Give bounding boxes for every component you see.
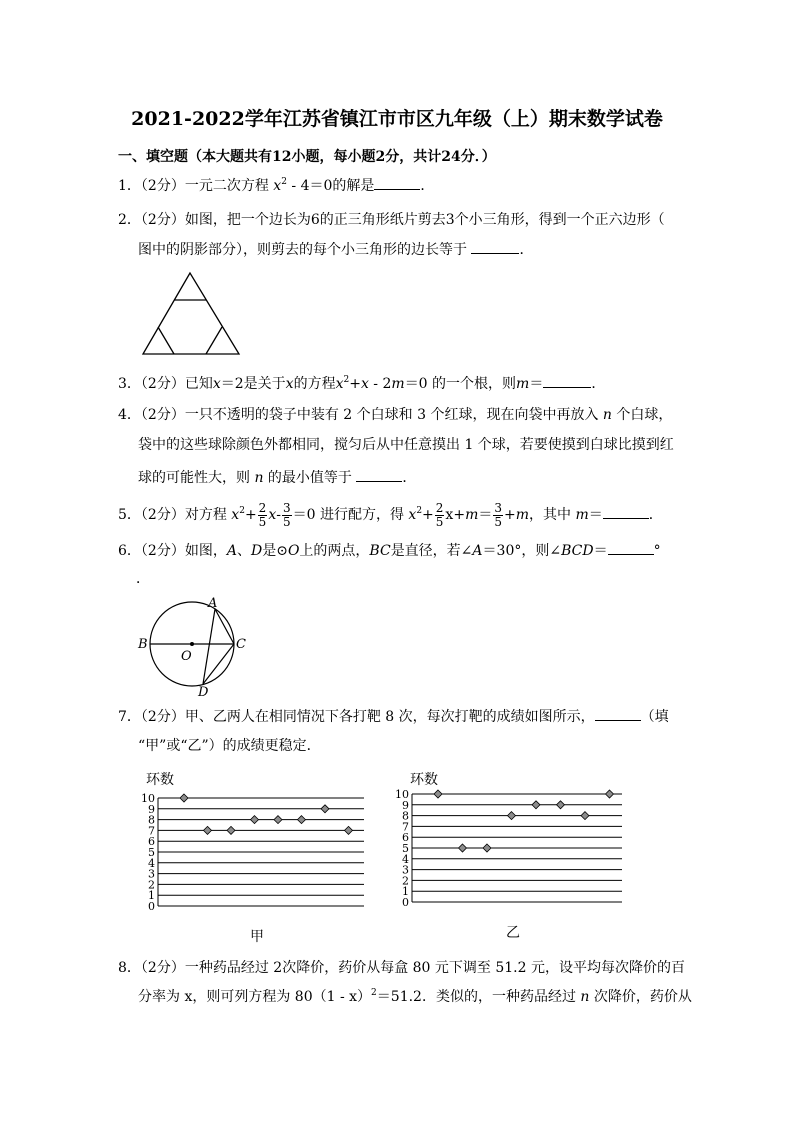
q5-text: x+: [445, 507, 466, 523]
data-point: [204, 826, 212, 834]
q7-number: 7．: [118, 709, 141, 725]
y-tick-label: 10: [141, 792, 155, 805]
chart-jia-caption: 甲: [250, 929, 264, 945]
question-8: [118, 959, 685, 977]
q6-points: （2分）: [140, 543, 185, 559]
y-tick-label: 0: [402, 896, 409, 909]
data-point: [274, 816, 282, 824]
q5-fraction: [493, 502, 503, 529]
q5-var-x: x: [268, 507, 277, 523]
q7-text: “甲”或“乙”）的成绩更稳定．: [138, 738, 321, 754]
q2-answer-blank[interactable]: [471, 240, 519, 254]
q8-var-n: n: [580, 989, 590, 1005]
chart-jia: [138, 790, 368, 920]
q5-frac-den: 5: [258, 514, 267, 529]
q4-end: ．: [402, 470, 417, 486]
q5-exp: 2: [416, 506, 423, 516]
y-tick-label: 3: [402, 863, 409, 877]
q5-points: （2分）: [140, 507, 185, 523]
q3-answer-blank[interactable]: [543, 374, 591, 388]
q5-var-x: x: [231, 507, 240, 523]
y-tick-label: 7: [148, 824, 155, 838]
q7-text: （填: [640, 709, 669, 725]
q3-text: - 2: [368, 376, 392, 392]
q6-number: 6．: [118, 543, 141, 559]
q1-number: 1．: [118, 178, 141, 194]
q7-text: 甲、乙两人在相同情况下各打靶 8 次，每次打靶的成绩如图所示，: [184, 709, 595, 725]
page-title: 2021-2022学年江苏省镇江市市区九年级（上）期末数学试卷: [131, 108, 663, 130]
q1-points: （2分）: [140, 178, 185, 194]
q6-var-bc: BC: [369, 543, 391, 559]
q4-number: 4．: [118, 407, 141, 423]
chart-yi-caption: 乙: [506, 925, 520, 941]
y-tick-label: 4: [402, 852, 409, 866]
q5-text: ＝: [478, 507, 493, 523]
label-o: O: [181, 649, 192, 664]
q1-var: x: [273, 178, 282, 194]
q3-end: ．: [591, 376, 606, 392]
q3-text: 已知: [184, 376, 213, 392]
chart-yi-title: 环数: [410, 772, 438, 788]
triangle-hexagon-figure: [140, 268, 244, 360]
y-tick-label: 8: [402, 809, 409, 823]
q6-var-d: D: [250, 543, 263, 559]
y-tick-label: 2: [148, 878, 155, 892]
q3-exp: 2: [343, 375, 350, 385]
data-point: [227, 826, 235, 834]
q3-text: ＝0 的一个根，则: [404, 376, 517, 392]
question-5: [118, 500, 663, 530]
q6-text: 是直径，若∠: [390, 543, 473, 559]
q5-text: ＝: [588, 507, 603, 523]
q6-var-a: A: [472, 543, 483, 559]
q4-text: 的最小值等于: [263, 470, 357, 486]
q3-var-m: m: [516, 376, 530, 392]
q5-frac-num: 2: [435, 500, 444, 515]
y-tick-label: 1: [402, 885, 409, 899]
q5-frac-den: 5: [435, 514, 444, 529]
data-point: [532, 801, 540, 809]
q5-fraction: [282, 502, 292, 529]
q4-text: 袋中的这些球除颜色外都相同，搅匀后从中任意摸出 1 个球，若要使摸到白球比摸到红: [138, 437, 674, 453]
q5-var-x: x: [408, 507, 417, 523]
question-4: [118, 406, 672, 424]
q6-var-a: A: [226, 543, 237, 559]
data-point: [251, 816, 259, 824]
q3-var-x: x: [212, 376, 221, 392]
q3-text: ＝: [529, 376, 544, 392]
label-c: C: [236, 637, 246, 652]
q4-var-n: n: [602, 407, 612, 423]
q3-text: ＝2是关于: [220, 376, 286, 392]
q5-number: 5．: [118, 507, 141, 523]
q5-text: ＝0 进行配方，得: [292, 507, 409, 523]
q5-var-m: m: [575, 507, 589, 523]
q5-frac-num: 3: [282, 500, 291, 515]
q5-frac-num: 3: [494, 500, 502, 515]
data-point: [298, 816, 306, 824]
circle-figure: [132, 592, 252, 700]
q2-line1: 如图，把一个边长为6的正三角形纸片剪去3个小三角形，得到一个正六边形（: [184, 212, 665, 228]
q8-text: 分率为 x，则可列方程为 80（1 - x）: [138, 989, 372, 1005]
q5-frac-den: 5: [494, 514, 502, 529]
q6-text: ＝30°，则∠: [482, 543, 562, 559]
y-tick-label: 7: [402, 820, 409, 834]
q6-text: 是⊙: [262, 543, 288, 559]
q8-text: 次降价，药价从: [589, 989, 692, 1005]
q6-text: 上的两点，: [299, 543, 370, 559]
q3-number: 3．: [118, 376, 141, 392]
q6-end: ．: [136, 571, 150, 587]
q2-points: （2分）: [140, 212, 185, 228]
q5-answer-blank[interactable]: [603, 505, 649, 519]
q4-text: 球的可能性大，则: [138, 470, 255, 486]
q5-frac-num: 2: [258, 500, 267, 515]
q8-number: 8．: [118, 960, 141, 976]
chart-jia-title: 环数: [146, 772, 174, 788]
question-1: [118, 176, 434, 195]
label-a: A: [208, 596, 218, 611]
y-tick-label: 9: [148, 802, 155, 816]
q3-var-x: x: [285, 376, 294, 392]
q5-exp: 2: [239, 506, 245, 516]
chart-yi: [392, 786, 627, 916]
data-point: [581, 812, 589, 820]
q5-text: ，其中: [529, 507, 576, 523]
q3-var-x: x: [360, 376, 369, 392]
q5-text: +: [422, 507, 434, 523]
question-6: [118, 541, 661, 560]
q5-text: +: [244, 507, 257, 523]
y-tick-label: 6: [148, 835, 155, 849]
q5-text: -: [276, 507, 281, 523]
q6-answer-blank[interactable]: [608, 541, 654, 555]
question-2: [118, 211, 665, 229]
q5-var-m: m: [515, 507, 529, 523]
q2-end: ．: [519, 242, 534, 258]
q3-text: 的方程: [293, 376, 336, 392]
y-tick-label: 5: [402, 842, 409, 855]
q3-var-m: m: [391, 376, 405, 392]
data-point: [434, 790, 442, 798]
q6-var-o: O: [287, 543, 300, 559]
q3-text: +: [349, 376, 361, 392]
data-point: [508, 812, 516, 820]
q6-degree: °: [653, 543, 661, 559]
data-point: [345, 826, 353, 834]
q5-text: +: [503, 507, 516, 523]
data-point: [557, 801, 565, 809]
data-point: [606, 790, 614, 798]
q8-points: （2分）: [140, 960, 185, 976]
y-tick-label: 8: [148, 813, 155, 827]
question-8-line2: [138, 988, 692, 1006]
q1-exp: 2: [281, 177, 287, 187]
data-point: [483, 844, 491, 852]
label-d: D: [198, 685, 209, 700]
q8-text: ＝51.2．类似的，一种药品经过: [376, 989, 581, 1005]
q5-frac-den: 5: [282, 514, 291, 529]
question-3: [118, 374, 605, 393]
q7-answer-blank[interactable]: [595, 707, 641, 721]
y-tick-label: 4: [148, 856, 155, 870]
y-tick-label: 3: [148, 867, 155, 881]
question-2-line2: [138, 240, 533, 259]
y-tick-label: 2: [402, 874, 409, 888]
q3-points: （2分）: [140, 376, 185, 392]
y-tick-label: 0: [148, 900, 155, 913]
q6-text: 如图，: [184, 543, 227, 559]
q7-points: （2分）: [140, 709, 185, 725]
q6-var-bcd: BCD: [561, 543, 594, 559]
q4-var-n: n: [254, 470, 264, 486]
q1-text-b: - 4＝0的解是: [286, 178, 375, 194]
question-4-line2: [138, 436, 674, 454]
q4-text: 一只不透明的袋子中装有 2 个白球和 3 个红球，现在向袋中再放入: [184, 407, 603, 423]
y-tick-label: 5: [148, 846, 155, 859]
label-b: B: [138, 637, 148, 652]
question-7: [118, 707, 669, 726]
q5-fraction: [258, 502, 268, 529]
q5-fraction: [435, 502, 445, 529]
q1-answer-blank[interactable]: [374, 176, 420, 190]
data-point: [459, 844, 467, 852]
question-4-line3: [138, 468, 416, 487]
data-point: [321, 805, 329, 813]
q1-end: ．: [420, 178, 435, 194]
question-7-line2: [138, 737, 321, 755]
y-tick-label: 10: [395, 788, 409, 801]
section-heading: 一、填空题（本大题共有12小题，每小题2分，共计24分．）: [118, 149, 496, 165]
data-point: [180, 794, 188, 802]
q1-text-a: 一元二次方程: [184, 178, 274, 194]
y-tick-label: 1: [148, 889, 155, 903]
q5-var-m: m: [465, 507, 479, 523]
q4-points: （2分）: [140, 407, 185, 423]
q8-exp: 2: [371, 988, 377, 998]
q2-number: 2．: [118, 212, 141, 228]
q8-text: 一种药品经过 2次降价，药价从每盒 80 元下调至 51.2 元，设平均每次降价的百: [184, 960, 685, 976]
q5-text: 对方程: [184, 507, 232, 523]
y-tick-label: 6: [402, 831, 409, 845]
q4-answer-blank[interactable]: [356, 468, 402, 482]
q2-line2: 图中的阴影部分），则剪去的每个小三角形的边长等于: [138, 242, 472, 258]
q6-text: ＝: [593, 543, 608, 559]
q3-var-x: x: [335, 376, 344, 392]
q4-text: 个白球，: [611, 407, 673, 423]
q6-text: 、: [236, 543, 251, 559]
y-tick-label: 9: [402, 798, 409, 812]
q5-end: ．: [648, 507, 663, 523]
